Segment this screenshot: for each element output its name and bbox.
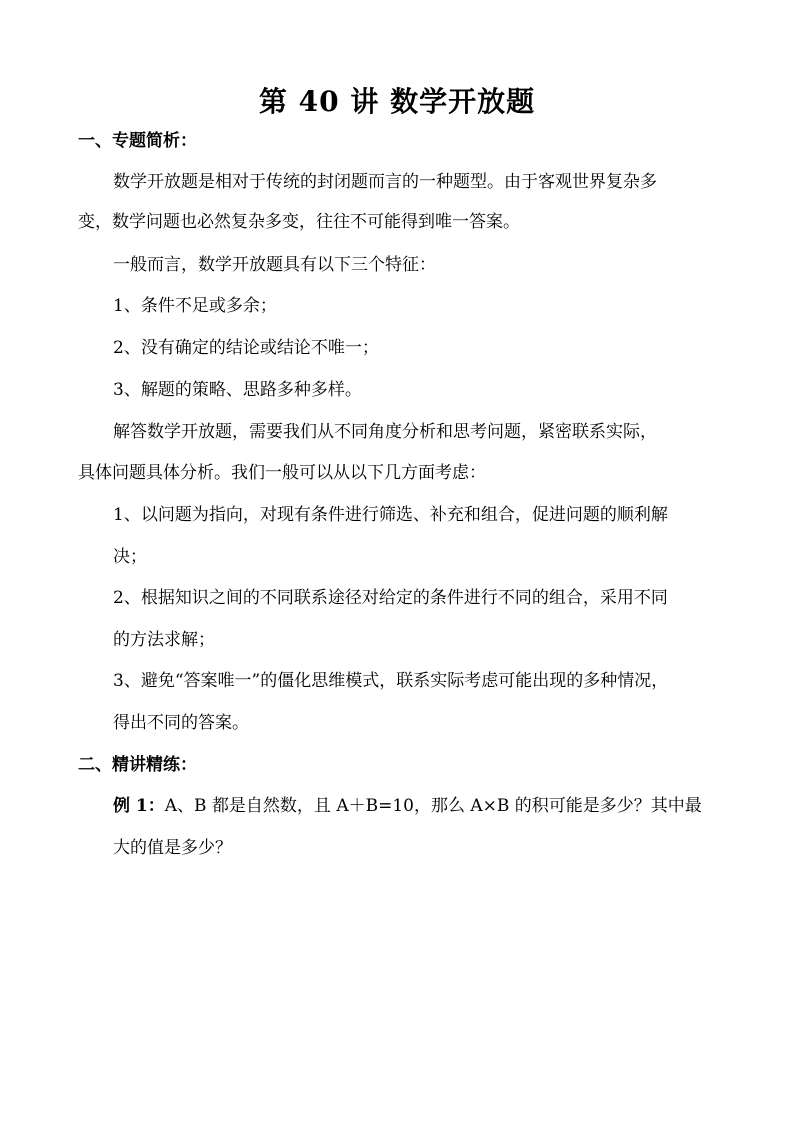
method-item-1-line-2: 决；: [113, 547, 147, 567]
method-item-2-line-1: 2、根据知识之间的不同联系途径对给定的条件进行不同的组合，采用不同: [113, 588, 668, 608]
features-lead: 一般而言，数学开放题具有以下三个特征：: [113, 255, 436, 275]
approach-paragraph-line-2: 具体问题具体分析。我们一般可以从以下几方面考虑：: [78, 463, 486, 483]
feature-item-3: 3、解题的策略、思路多种多样。: [113, 380, 362, 400]
page-title: 第 40 讲 数学开放题: [258, 85, 536, 118]
method-item-1-line-1: 1、以问题为指向，对现有条件进行筛选、补充和组合，促进问题的顺利解: [113, 505, 668, 525]
section-heading-analysis: 一、专题简析：: [78, 131, 197, 151]
feature-item-2: 2、没有确定的结论或结论不唯一；: [113, 338, 379, 358]
example-1-text: A、B 都是自然数，且 A＋B=10，那么 A×B 的积可能是多少？其中最: [164, 796, 702, 816]
approach-paragraph-line-1: 解答数学开放题，需要我们从不同角度分析和思考问题，紧密联系实际，: [113, 422, 657, 442]
intro-paragraph-line-2: 变，数学问题也必然复杂多变，往往不可能得到唯一答案。: [78, 212, 520, 232]
example-1-label: 例 1：: [113, 796, 165, 816]
example-1-line-1: [113, 794, 702, 818]
method-item-2-line-2: 的方法求解；: [113, 630, 215, 650]
example-1-line-2: 大的值是多少？: [113, 838, 232, 858]
section-heading-practice: 二、精讲精练：: [78, 755, 197, 775]
method-item-3-line-2: 得出不同的答案。: [113, 713, 249, 733]
method-item-3-line-1: 3、避免“答案唯一”的僵化思维模式，联系实际考虑可能出现的多种情况，: [113, 671, 669, 691]
feature-item-1: 1、条件不足或多余；: [113, 296, 277, 316]
intro-paragraph-line-1: 数学开放题是相对于传统的封闭题而言的一种题型。由于客观世界复杂多: [113, 172, 657, 192]
